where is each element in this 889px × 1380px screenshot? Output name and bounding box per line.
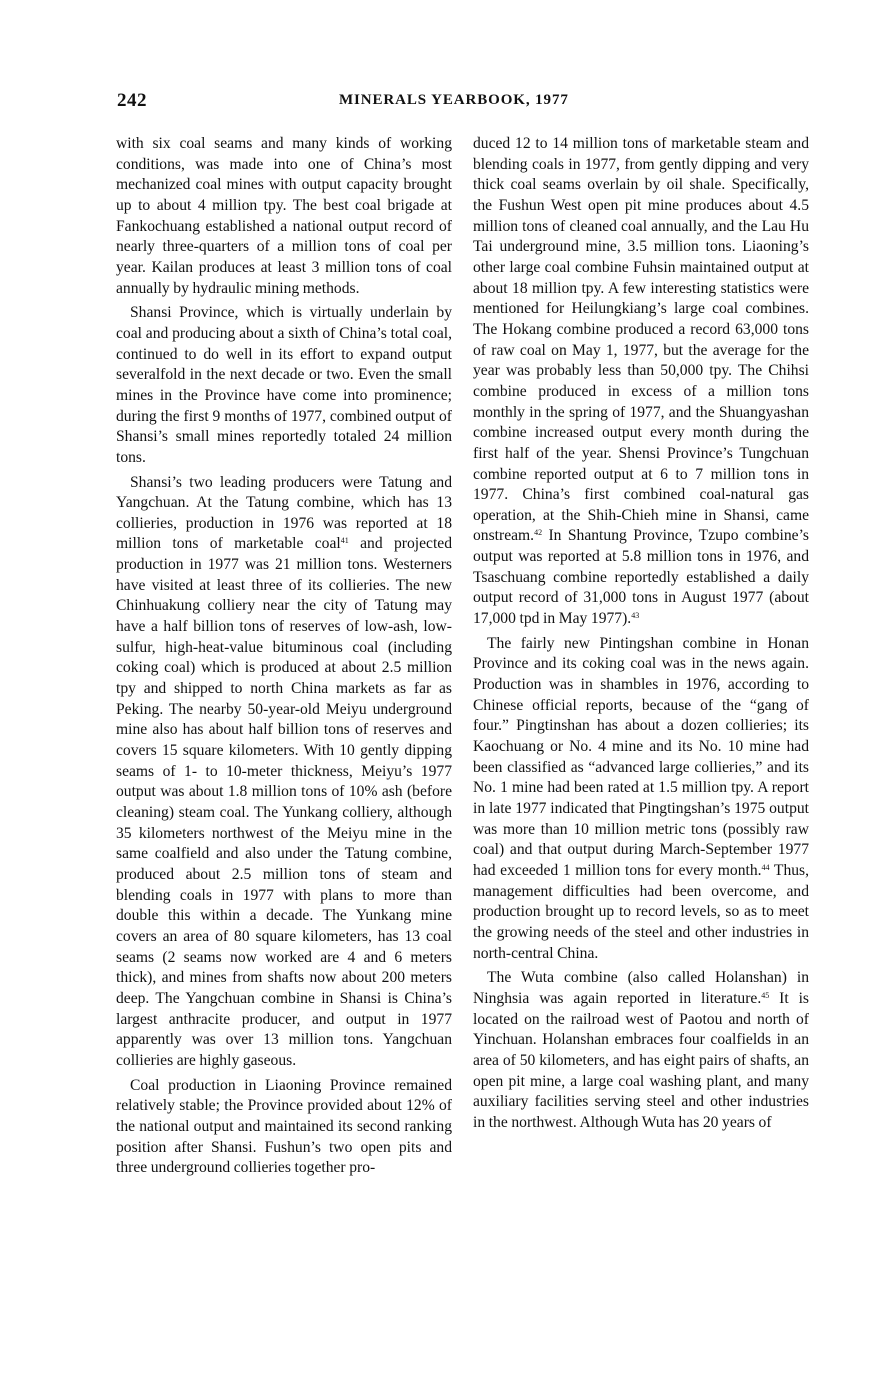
paragraph-text: It is located on the railroad west of Paotou and north of Yinchuan. Holanshan embraces four coalfields in an area of 50 kilometers, and has eight pairs of shafts, an open pit mine, a large coal washing plant, and many auxiliary facilities serving steel and other industries in the northwest. Although Wuta has 20 years of (473, 989, 809, 1131)
footnote-ref-43: 43 (631, 611, 640, 621)
left-column (116, 134, 452, 1183)
paragraph-shansi-province: Shansi Province, which is virtually underlain by coal and producing about a sixth of China’s total coal, continued to do well in its effort to expand output severalfold in the next decade or two. Even the small mines in the Province have come into prominence; during the first 9 months of 1977, combined output of Shansi’s small mines reportedly totaled 24 million tons. (116, 304, 452, 466)
right-column (473, 134, 809, 1138)
paragraph-text: In Shantung Province, Tzupo combine’s output was reported at 5.8 million tons in 1976, and Tsaschuang combine reportedly established a daily output record of 31,000 tons in August 1977 (about 17,000 tpd in May 1977). (473, 527, 809, 628)
paragraph-pintingshan (473, 634, 809, 965)
paragraph-text: The fairly new Pintingshan combine in Honan Province and its coking coal was in the news again. Production was in shambles in 1976, according to Chinese official reports, because of the “gang of four.” Pingtinshan has about a dozen collieries; its Kaochuang or No. 4 mine and its No. 10 mine had been classified as “advanced large collieries,” and its No. 1 mine had been rated at 1.5 million tpy. A report in late 1977 indicated that Pingtingshan’s 1975 output was more than 10 million metric tons (possibly raw coal) and that output during March-September 1977 had exceeded 1 million tons for every month. (473, 634, 809, 879)
paragraph-liaoning: Coal production in Liaoning Province remained relatively stable; the Province provided about 12% of the national output and maintained its second ranking position after Shansi. Fushun’s two open pits and three underground collieries together pro- (116, 1076, 452, 1177)
paragraph-text: Shansi’s two leading producers were Tatung and Yangchuan. At the Tatung combine, which has 13 collieries, production in 1976 was reported at 18 million tons of marketable coal (116, 473, 452, 553)
paragraph-fushun-heilungkiang (473, 134, 809, 630)
paragraph-text: The Wuta combine (also called Holanshan) in Ninghsia was again reported in literature. (473, 969, 809, 1007)
paragraph-tatung-yangchuan (116, 473, 452, 1072)
paragraph-text: Thus, management difficulties had been overcome, and production brought up to record levels, so as to meet the growing needs of the steel and other industries in north-central China. (473, 861, 810, 962)
paragraph-text: duced 12 to 14 million tons of marketable steam and blending coals in 1977, from gently dipping and very thick coal seams overlain by oil shale. Specifically, the Fushun West open pit mine produces about 4.5 million tons of cleaned coal annually, and the Lau Hu Tai underground mine, 3.5 million tons. Liaoning’s other large coal combine Fuhsin maintained output at about 18 million tpy. A few interesting statistics were mentioned for Heilungkiang’s large coal combines. The Hokang combine produced a record 63,000 tons of raw coal on May 1, 1977, but the average for the year was probably less than 50,000 tpy. The Chihsi combine produced in excess of a million tons monthly in the spring of 1977, and the Shuangyashan combine increased output every month during the first half of the year. Shensi Province’s Tungchuan combine reported output at 6 to 7 million tons in 1977. China’s first combined coal-natural gas operation, at the Shih-Chieh mine in Shansi, came onstream. (473, 135, 809, 545)
footnote-ref-42: 42 (534, 528, 543, 538)
paragraph-mechanized-mines: with six coal seams and many kinds of working conditions, was made into one of China’s most mechanized coal mines with output capacity brought up to about 4 million tpy. The best coal brigade at Fankochuang established a national output record of nearly three-quarters of a million tons of coal per year. Kailan produces at least 3 million tons of coal annually by hydraulic mining methods. (116, 135, 452, 297)
page-number: 242 (117, 90, 147, 111)
footnote-ref-44: 44 (761, 862, 770, 872)
running-title: MINERALS YEARBOOK, 1977 (339, 92, 569, 108)
footnote-ref-45: 45 (761, 990, 770, 1000)
footnote-ref-41: 41 (340, 536, 349, 546)
paragraph-text: and projected production in 1977 was 21 million tons. Westerners have visited at least three of its collieries. The new Chinhuakung colliery near the city of Tatung may have a half billion tons of reserves of low-ash, low-sulfur, high-heat-value bituminous coal (including coking coal) which is produced at about 2.5 million tpy and shipped to north China markets as far as Peking. The nearby 50-year-old Meiyu underground mine also has about half billion tons of reserves and covers 15 square kilometers. With 10 gently dipping seams of 1- to 10-meter thickness, Meiyu’s 1977 output was about 1.8 million tons of 10% ash (before cleaning) steam coal. The Yunkang colliery, although 35 kilometers northwest of the Meiyu mine in the same coalfield and also under the Tatung combine, produced about 2.5 million tons of steam and blending coals in 1977 with plans to more than double this within a decade. The Yunkang mine covers an area of 80 square kilometers, has 13 coal seams (2 seams now worked are 4 and 6 meters thick), and mines from shafts now about 200 meters deep. The Yangchuan combine in Shansi is China’s largest anthracite producer, and output in 1977 apparently was over 13 million tons. Yangchuan collieries are highly gaseous. (116, 535, 452, 1069)
page-header (117, 90, 813, 116)
paragraph-wuta (473, 968, 809, 1133)
